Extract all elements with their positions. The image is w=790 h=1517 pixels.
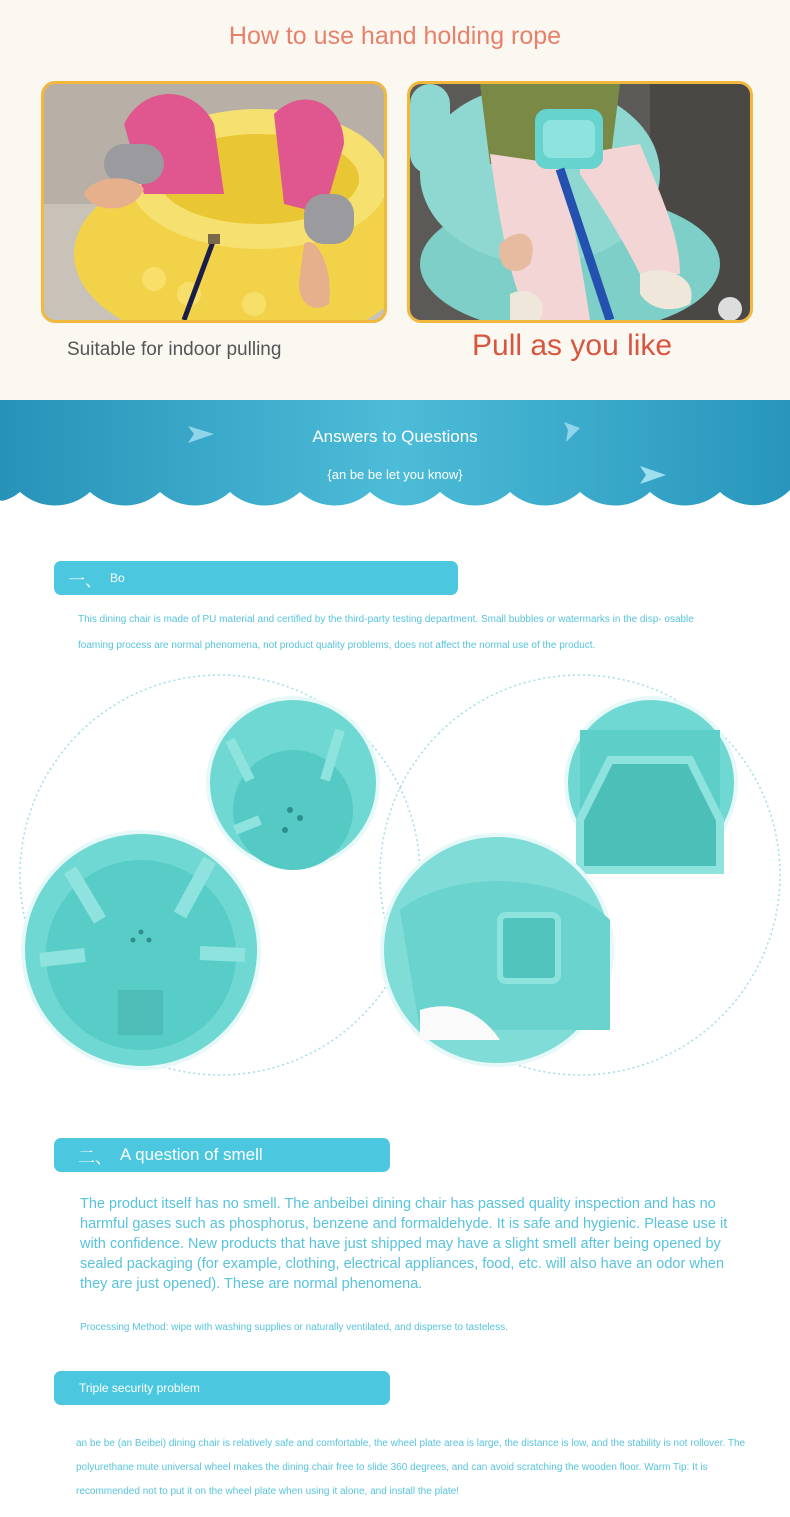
- banner-subtitle: {an be be let you know}: [327, 467, 463, 482]
- section-title: How to use hand holding rope: [228, 22, 562, 50]
- section-3-header: [54, 1371, 390, 1405]
- caption-indoor-pulling: Suitable for indoor pulling: [67, 339, 282, 360]
- photo-yellow-chair: [41, 81, 387, 323]
- section-2-text: The product itself has no smell. The anbeibei dining chair has passed quality inspection and has no harmful gases such as phosphorus, benzene and formaldehyde. It is safe and hygienic. Please use it with confidence. New products that have just shipped may have a slight smell after being opened by sealed packaging (for example, clothing, electrical appliances, food, etc. will also have an odor when they are just opened). These are normal phenomena.: [80, 1196, 728, 1292]
- caption-pull-as-you-like: Pull as you like: [472, 329, 673, 362]
- section-2-header: [54, 1138, 390, 1172]
- processing-method-text: Processing Method: wipe with washing supplies or naturally ventilated, and disperse to tasteless.: [80, 1322, 509, 1333]
- section-3-title: Triple security problem: [79, 1381, 200, 1395]
- section-1-header: [54, 561, 458, 595]
- teal-chair-illustration: [410, 84, 750, 320]
- product-detail-circles: [0, 670, 790, 1100]
- section-1-text: This dining chair is made of PU material and certified by the third-party testing department. Small bubbles or watermarks in the disp- osable foaming process are normal phenomena, not product quality problems, does not affect the normal use of the product.: [78, 614, 694, 651]
- banner-background: [0, 400, 790, 512]
- section-1-title: Bo: [110, 571, 125, 585]
- section-1-number: 一、: [68, 570, 102, 590]
- section-3-text: an be be (an Beibei) dining chair is relatively safe and comfortable, the wheel plate area is large, the distance is low, and the stability is not rollover. The polyurethane mute universal wheel makes the dining chair free to slide 360 degrees, and can avoid scratching the wooden floor. Warm Tip: It is recommended not to put it on the wheel plate when using it alone, and install the plate!: [76, 1438, 746, 1497]
- photo-teal-chair: [407, 81, 753, 323]
- section-2-title: A question of smell: [120, 1145, 263, 1164]
- banner-title: Answers to Questions: [312, 427, 478, 446]
- yellow-chair-illustration: [44, 84, 384, 320]
- chair-bottom-illustration: [0, 670, 790, 1100]
- section-2-number: 二、: [78, 1147, 112, 1167]
- answers-banner: [0, 400, 790, 512]
- hand-rope-section: [0, 0, 790, 400]
